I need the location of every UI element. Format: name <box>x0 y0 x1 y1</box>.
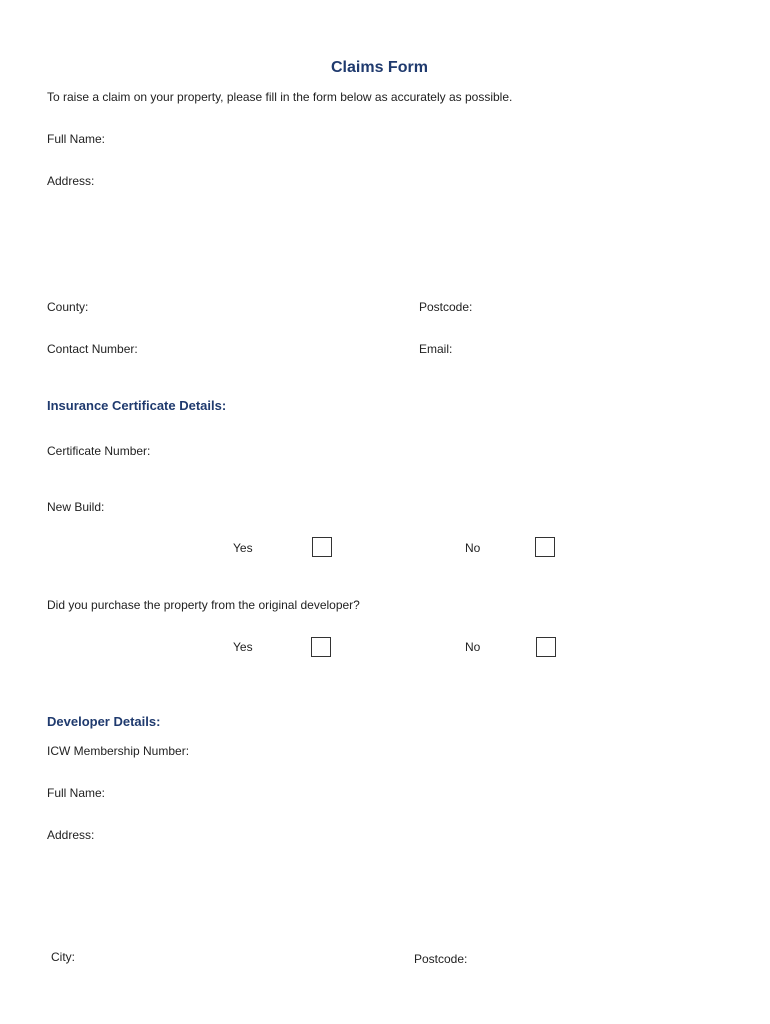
purchased-yes-checkbox[interactable] <box>311 637 331 657</box>
new-build-no-checkbox[interactable] <box>535 537 555 557</box>
contact-number-label: Contact Number: <box>47 342 138 356</box>
county-label: County: <box>47 300 89 314</box>
postcode-label: Postcode: <box>419 300 473 314</box>
new-build-yes-checkbox[interactable] <box>312 537 332 557</box>
page-title: Claims Form <box>331 59 428 76</box>
purchased-from-developer-label: Did you purchase the property from the original developer? <box>47 598 360 612</box>
developer-address-label: Address: <box>47 828 95 842</box>
new-build-yes-label: Yes <box>233 541 253 555</box>
purchased-yes-label: Yes <box>233 640 253 654</box>
purchased-no-label: No <box>465 640 481 654</box>
full-name-label: Full Name: <box>47 132 106 146</box>
address-label: Address: <box>47 174 95 188</box>
developer-full-name-label: Full Name: <box>47 786 106 800</box>
certificate-number-label: Certificate Number: <box>47 444 151 458</box>
developer-postcode-label: Postcode: <box>414 952 468 966</box>
purchased-no-checkbox[interactable] <box>536 637 556 657</box>
developer-section-heading: Developer Details: <box>47 714 161 729</box>
new-build-no-label: No <box>465 541 481 555</box>
icw-membership-number-label: ICW Membership Number: <box>47 744 190 758</box>
insurance-section-heading: Insurance Certificate Details: <box>47 398 227 413</box>
intro-text: To raise a claim on your property, please fill in the form below as accurately as possible. <box>47 90 513 104</box>
new-build-label: New Build: <box>47 500 105 514</box>
developer-city-label: City: <box>51 950 75 964</box>
email-label: Email: <box>419 342 453 356</box>
